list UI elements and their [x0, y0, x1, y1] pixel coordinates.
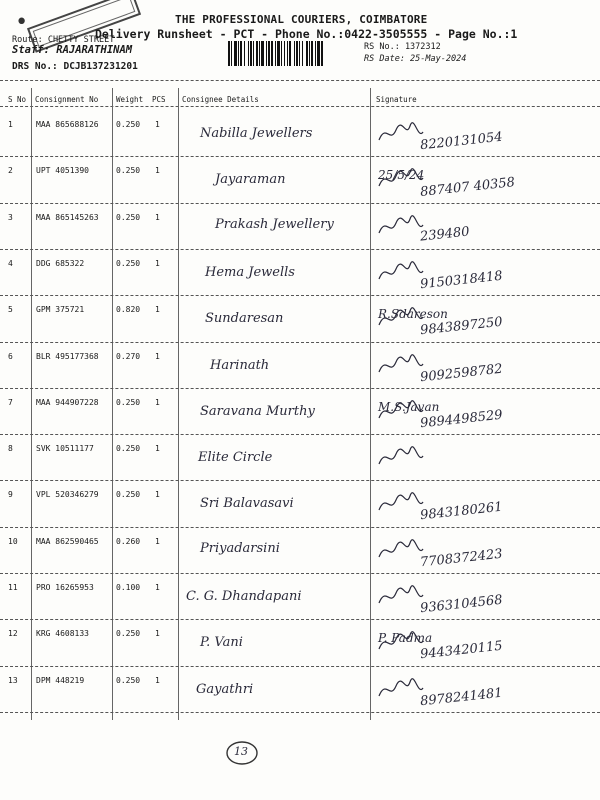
col-header-weight: Weight — [116, 95, 144, 104]
row-consignment-no: UPT 4051390 — [36, 166, 89, 175]
staff-label: Staff: RAJARATHINAM — [12, 44, 133, 56]
col-rule — [31, 88, 32, 720]
col-rule — [370, 88, 371, 720]
row-consignee: Prakash Jewellery — [215, 217, 334, 232]
signature-scribble — [376, 164, 426, 194]
row-signature-name: R.Sdareson — [378, 307, 448, 321]
signature-scribble — [376, 581, 426, 611]
row-sno: 9 — [8, 490, 13, 499]
row-weight: 0.100 — [116, 583, 141, 592]
row-weight: 0.250 — [116, 120, 141, 129]
row-weight: 0.250 — [116, 398, 141, 407]
row-divider — [0, 388, 600, 389]
row-consignment-no: VPL 520346279 — [36, 490, 99, 499]
signature-scribble — [376, 442, 426, 472]
row-consignee: Harinath — [210, 358, 270, 373]
row-consignment-no: MAA 944907228 — [36, 398, 99, 407]
row-signature-phone: 9363104568 — [419, 592, 504, 617]
row-sno: 1 — [8, 120, 13, 129]
row-signature-phone: 9443420115 — [419, 638, 504, 663]
col-header-sno: S No — [8, 95, 27, 104]
row-consignee: Sri Balavasavi — [200, 496, 294, 511]
col-header-pcs: PCS — [152, 95, 166, 104]
row-pcs: 1 — [155, 676, 160, 685]
row-signature-name: 25/5/24 — [378, 168, 425, 182]
row-divider — [0, 295, 600, 296]
row-weight: 0.250 — [116, 490, 141, 499]
drs-number: DRS No.: DCJB137231201 — [12, 61, 138, 72]
barcode — [228, 41, 356, 66]
row-consignee: C. G. Dhandapani — [186, 589, 302, 604]
row-divider — [0, 619, 600, 620]
signature-scribble — [376, 674, 426, 704]
row-signature-phone: 7708372423 — [419, 546, 504, 571]
signature-scribble — [376, 350, 426, 380]
row-pcs: 1 — [155, 352, 160, 361]
rs-date: RS Date: 25-May-2024 — [364, 54, 467, 64]
row-sno: 12 — [8, 629, 18, 638]
row-pcs: 1 — [155, 629, 160, 638]
row-divider — [0, 573, 600, 574]
col-header-consignment: Consignment No — [35, 95, 99, 104]
col-header-consignee: Consignee Details — [182, 95, 259, 104]
signature-scribble — [376, 627, 426, 657]
row-weight: 0.250 — [116, 629, 141, 638]
row-signature-phone: 9894498529 — [419, 407, 504, 432]
row-weight: 0.270 — [116, 352, 141, 361]
company-title: THE PROFESSIONAL COURIERS, COIMBATORE — [175, 13, 428, 26]
col-rule — [178, 88, 179, 720]
punch-mark: • — [15, 10, 29, 35]
row-consignee: Jayaraman — [215, 172, 286, 187]
row-consignment-no: MAA 862590465 — [36, 537, 99, 546]
row-sno: 7 — [8, 398, 13, 407]
row-signature-phone: 8978241481 — [419, 685, 504, 710]
row-consignee: Gayathri — [196, 682, 254, 697]
signature-scribble — [376, 303, 426, 333]
row-divider — [0, 156, 600, 157]
row-pcs: 1 — [155, 490, 160, 499]
signature-scribble — [376, 535, 426, 565]
row-sno: 13 — [8, 676, 18, 685]
header-row-divider — [0, 106, 600, 107]
route-label: Route: CHETTY STREET — [12, 35, 115, 45]
row-sno: 4 — [8, 259, 13, 268]
row-pcs: 1 — [155, 120, 160, 129]
row-consignment-no: BLR 495177368 — [36, 352, 99, 361]
page-mark: 13 — [234, 745, 248, 758]
signature-scribble — [376, 488, 426, 518]
row-signature-phone: 9843180261 — [419, 499, 504, 524]
row-weight: 0.260 — [116, 537, 141, 546]
row-consignment-no: MAA 865688126 — [36, 120, 99, 129]
col-header-signature: Signature — [376, 95, 417, 104]
row-signature-name: P. Padma — [378, 631, 433, 645]
row-pcs: 1 — [155, 398, 160, 407]
row-signature-phone: 9092598782 — [419, 361, 504, 386]
row-consignment-no: DDG 685322 — [36, 259, 85, 268]
row-weight: 0.250 — [116, 444, 141, 453]
row-consignment-no: MAA 865145263 — [36, 213, 99, 222]
row-pcs: 1 — [155, 444, 160, 453]
row-weight: 0.250 — [116, 259, 141, 268]
row-sno: 5 — [8, 305, 13, 314]
row-signature-phone: 9843897250 — [419, 314, 504, 339]
row-sno: 10 — [8, 537, 18, 546]
row-divider — [0, 666, 600, 667]
row-pcs: 1 — [155, 259, 160, 268]
row-consignee: Hema Jewells — [205, 265, 295, 280]
row-consignee: Priyadarsini — [200, 541, 280, 556]
row-signature-phone: 9150318418 — [419, 268, 504, 293]
row-signature-name: M.S.Javan — [378, 400, 440, 414]
rs-number: RS No.: 1372312 — [364, 42, 441, 52]
row-weight: 0.820 — [116, 305, 141, 314]
row-divider — [0, 527, 600, 528]
signature-scribble — [376, 118, 426, 148]
signature-scribble — [376, 257, 426, 287]
row-consignee: P. Vani — [200, 635, 243, 650]
row-sno: 8 — [8, 444, 13, 453]
row-pcs: 1 — [155, 213, 160, 222]
row-consignee: Saravana Murthy — [200, 404, 315, 419]
signature-scribble — [376, 396, 426, 426]
runsheet-subtitle: Delivery Runsheet - PCT - Phone No.:0422-3505555 - Page No.:1 — [95, 27, 518, 41]
row-signature-phone: 887407 40358 — [419, 175, 516, 200]
row-sno: 11 — [8, 583, 18, 592]
row-pcs: 1 — [155, 583, 160, 592]
row-consignment-no: PRO 16265953 — [36, 583, 94, 592]
row-consignee: Elite Circle — [198, 450, 273, 465]
row-weight: 0.250 — [116, 213, 141, 222]
row-consignee: Nabilla Jewellers — [200, 126, 313, 141]
row-pcs: 1 — [155, 305, 160, 314]
row-sno: 2 — [8, 166, 13, 175]
row-signature-phone: 8220131054 — [419, 129, 504, 154]
row-consignee: Sundaresan — [205, 311, 284, 326]
row-divider — [0, 342, 600, 343]
row-sno: 3 — [8, 213, 13, 222]
row-pcs: 1 — [155, 537, 160, 546]
row-consignment-no: SVK 10511177 — [36, 444, 94, 453]
signature-scribble — [376, 211, 426, 241]
row-consignment-no: GPM 375721 — [36, 305, 85, 314]
row-divider — [0, 434, 600, 435]
row-signature-phone: 239480 — [419, 224, 471, 245]
header-divider — [0, 80, 600, 81]
row-consignment-no: KRG 4608133 — [36, 629, 89, 638]
row-divider — [0, 480, 600, 481]
row-pcs: 1 — [155, 166, 160, 175]
row-divider — [0, 249, 600, 250]
row-weight: 0.250 — [116, 166, 141, 175]
row-consignment-no: DPM 448219 — [36, 676, 85, 685]
row-divider — [0, 712, 600, 713]
col-rule — [112, 88, 113, 720]
row-sno: 6 — [8, 352, 13, 361]
row-weight: 0.250 — [116, 676, 141, 685]
row-divider — [0, 203, 600, 204]
